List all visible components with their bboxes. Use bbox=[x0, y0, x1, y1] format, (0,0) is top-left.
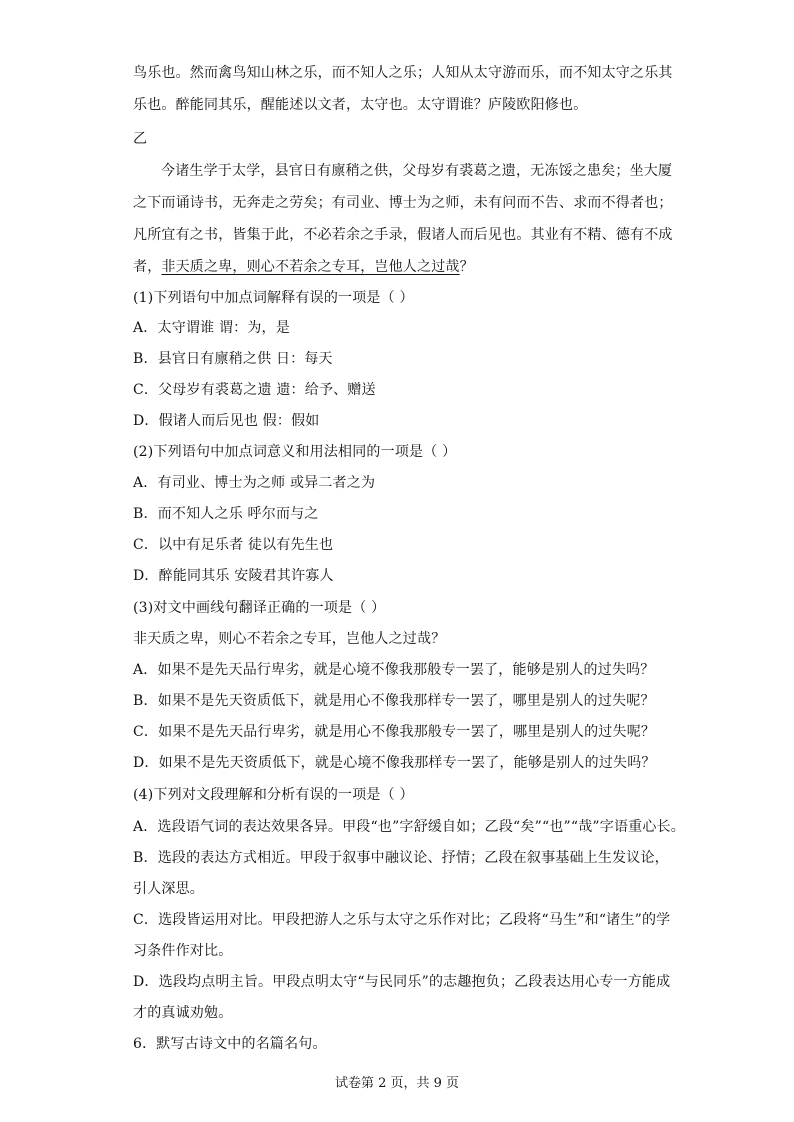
q2-stem: (2)下列语句中加点词意义和用法相同的一项是（ ） bbox=[133, 444, 457, 460]
passage-a-line-1: 鸟乐也。然而禽鸟知山林之乐，而不知人之乐；人知从太守游而乐，而不知太守之乐其 bbox=[133, 65, 673, 81]
q4-stem: (4)下列对文段理解和分析有误的一项是（ ） bbox=[133, 787, 414, 803]
passage-b-line-4 bbox=[133, 258, 474, 276]
passage-b-line-2: 之下而诵诗书，无奔走之劳矣；有司业、博士为之师，未有问而不告、求而不得者也； bbox=[133, 195, 673, 211]
page-footer: 试卷第 2 页，共 9 页 bbox=[334, 1076, 460, 1091]
q4-option-d-line-2: 才的真诚劝勉。 bbox=[133, 1005, 233, 1021]
q6-heading: 6．默写古诗文中的名篇名句。 bbox=[133, 1036, 327, 1052]
passage-b-line-4-suffix: ？ bbox=[459, 259, 474, 275]
passage-b-line-4-prefix: 者， bbox=[133, 259, 162, 275]
q4-option-b-line-1: B．选段的表达方式相近。甲段于叙事中融议论、抒情；乙段在叙事基础上生发议论， bbox=[133, 850, 669, 866]
q1-option-a: A．太守谓谁 谓：为，是 bbox=[133, 320, 290, 336]
q2-option-c: C．以中有足乐者 徒以有先生也 bbox=[133, 537, 334, 553]
q2-option-b: B．而不知人之乐 呼尔而与之 bbox=[133, 506, 319, 522]
q2-option-a: A．有司业、博士为之师 或异二者之为 bbox=[133, 475, 376, 491]
q3-option-b: B．如果不是先天资质低下，就是用心不像我那样专一罢了，哪里是别人的过失呢？ bbox=[133, 693, 655, 709]
q1-option-d: D．假诸人而后见也 假：假如 bbox=[133, 413, 320, 429]
q3-option-c: C．如果不是先天品行卑劣，就是用心不像我那般专一罢了，哪里是别人的过失呢？ bbox=[133, 724, 656, 740]
q3-quote: 非天质之卑，则心不若余之专耳，岂他人之过哉？ bbox=[133, 631, 446, 647]
q3-stem: (3)对文中画线句翻译正确的一项是（ ） bbox=[133, 600, 386, 616]
q3-option-d: D．如果不是先天资质低下，就是心境不像我那样专一罢了，能够是别人的过失吗？ bbox=[133, 755, 656, 771]
passage-b-label: 乙 bbox=[133, 131, 148, 147]
passage-b-line-3: 凡所宜有之书，皆集于此，不必若余之手录，假诸人而后见也。其业有不精、德有不成 bbox=[133, 227, 673, 243]
q4-option-b-line-2: 引人深思。 bbox=[133, 881, 204, 897]
q4-option-a: A．选段语气词的表达效果各异。甲段“也”字舒缓自如；乙段“矣”“也”“哉”字语重心长。 bbox=[133, 819, 685, 835]
q4-option-d-line-1: D．选段均点明主旨。甲段点明太守“与民同乐”的志趣抱负；乙段表达用心专一方能成 bbox=[133, 974, 671, 990]
passage-b-line-1: 今诸生学于太学，县官日有廪稍之供，父母岁有裘葛之遗，无冻馁之患矣；坐大厦 bbox=[161, 163, 673, 179]
q4-option-c-line-1: C．选段皆运用对比。甲段把游人之乐与太守之乐作对比；乙段将“马生”和“诸生”的学 bbox=[133, 912, 671, 928]
q1-option-b: B．县官日有廪稍之供 日：每天 bbox=[133, 351, 333, 367]
q4-option-c-line-2: 习条件作对比。 bbox=[133, 943, 233, 959]
q1-option-c: C．父母岁有裘葛之遗 遗：给予、赠送 bbox=[133, 382, 376, 398]
underlined-sentence: 非天质之卑，则心不若余之专耳，岂他人之过哉 bbox=[161, 259, 460, 275]
q2-option-d: D．醉能同其乐 安陵君其许寡人 bbox=[133, 568, 334, 584]
q3-option-a: A．如果不是先天品行卑劣，就是心境不像我那般专一罢了，能够是别人的过失吗？ bbox=[133, 662, 655, 678]
passage-a-line-2: 乐也。醉能同其乐，醒能述以文者，太守也。太守谓谁？庐陵欧阳修也。 bbox=[133, 97, 588, 113]
q1-stem: (1)下列语句中加点词解释有误的一项是（ ） bbox=[133, 290, 414, 306]
